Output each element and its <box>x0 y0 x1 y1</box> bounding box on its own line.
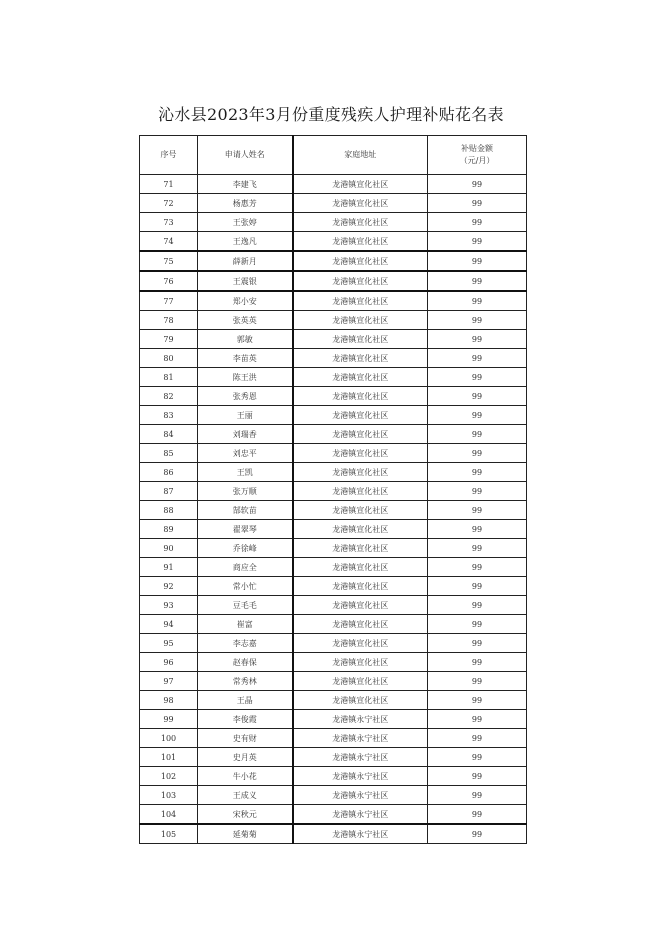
cell-applicant-name: 张英英 <box>198 311 293 330</box>
table-row <box>140 805 527 825</box>
table-row <box>140 558 527 577</box>
cell-applicant-name: 刘忠平 <box>198 444 293 463</box>
cell-applicant-name: 牛小花 <box>198 767 293 786</box>
table-row <box>140 596 527 615</box>
cell-home-address: 龙港镇宣化社区 <box>293 425 428 444</box>
cell-subsidy-amount: 99 <box>428 748 527 767</box>
cell-applicant-name: 宋秋元 <box>198 805 293 825</box>
cell-home-address: 龙港镇宣化社区 <box>293 596 428 615</box>
cell-home-address: 龙港镇宣化社区 <box>293 577 428 596</box>
cell-applicant-name: 乔徐峰 <box>198 539 293 558</box>
cell-applicant-name: 王丽 <box>198 406 293 425</box>
cell-subsidy-amount: 99 <box>428 232 527 252</box>
cell-home-address: 龙港镇宣化社区 <box>293 213 428 232</box>
cell-subsidy-amount: 99 <box>428 786 527 805</box>
cell-serial-no: 73 <box>140 213 198 232</box>
cell-subsidy-amount: 99 <box>428 767 527 786</box>
cell-serial-no: 104 <box>140 805 198 825</box>
cell-subsidy-amount: 99 <box>428 311 527 330</box>
cell-applicant-name: 杨惠芳 <box>198 194 293 213</box>
cell-applicant-name: 王震银 <box>198 271 293 291</box>
cell-home-address: 龙港镇宣化社区 <box>293 330 428 349</box>
table-row <box>140 213 527 232</box>
cell-applicant-name: 李俊霞 <box>198 710 293 729</box>
table-row <box>140 786 527 805</box>
cell-applicant-name: 张万顺 <box>198 482 293 501</box>
cell-home-address: 龙港镇宣化社区 <box>293 175 428 194</box>
cell-applicant-name: 豆毛毛 <box>198 596 293 615</box>
table-row <box>140 539 527 558</box>
table-row <box>140 710 527 729</box>
cell-serial-no: 91 <box>140 558 198 577</box>
cell-subsidy-amount: 99 <box>428 615 527 634</box>
cell-serial-no: 82 <box>140 387 198 406</box>
cell-serial-no: 103 <box>140 786 198 805</box>
cell-home-address: 龙港镇宣化社区 <box>293 615 428 634</box>
cell-serial-no: 92 <box>140 577 198 596</box>
cell-serial-no: 87 <box>140 482 198 501</box>
cell-serial-no: 76 <box>140 271 198 291</box>
cell-serial-no: 83 <box>140 406 198 425</box>
cell-subsidy-amount: 99 <box>428 425 527 444</box>
cell-home-address: 龙港镇宣化社区 <box>293 672 428 691</box>
cell-serial-no: 74 <box>140 232 198 252</box>
cell-home-address: 龙港镇宣化社区 <box>293 463 428 482</box>
cell-serial-no: 79 <box>140 330 198 349</box>
cell-applicant-name: 王张婷 <box>198 213 293 232</box>
table-row <box>140 175 527 194</box>
cell-serial-no: 72 <box>140 194 198 213</box>
table-row <box>140 330 527 349</box>
table-row <box>140 615 527 634</box>
cell-home-address: 龙港镇永宁社区 <box>293 824 428 844</box>
cell-subsidy-amount: 99 <box>428 653 527 672</box>
table-row <box>140 634 527 653</box>
cell-serial-no: 77 <box>140 291 198 311</box>
cell-applicant-name: 郜软苗 <box>198 501 293 520</box>
cell-serial-no: 81 <box>140 368 198 387</box>
cell-subsidy-amount: 99 <box>428 330 527 349</box>
cell-serial-no: 97 <box>140 672 198 691</box>
table-row <box>140 748 527 767</box>
table-row <box>140 463 527 482</box>
cell-home-address: 龙港镇宣化社区 <box>293 482 428 501</box>
cell-serial-no: 94 <box>140 615 198 634</box>
cell-subsidy-amount: 99 <box>428 175 527 194</box>
cell-subsidy-amount: 99 <box>428 824 527 844</box>
cell-subsidy-amount: 99 <box>428 349 527 368</box>
cell-serial-no: 84 <box>140 425 198 444</box>
cell-home-address: 龙港镇宣化社区 <box>293 558 428 577</box>
table-row <box>140 291 527 311</box>
cell-subsidy-amount: 99 <box>428 558 527 577</box>
cell-applicant-name: 商应全 <box>198 558 293 577</box>
table-body <box>140 175 527 844</box>
cell-applicant-name: 王逸凡 <box>198 232 293 252</box>
cell-applicant-name: 郭敏 <box>198 330 293 349</box>
cell-home-address: 龙港镇宣化社区 <box>293 691 428 710</box>
header-subsidy-amount-label: 补贴金额 <box>461 144 493 153</box>
cell-subsidy-amount: 99 <box>428 444 527 463</box>
cell-serial-no: 96 <box>140 653 198 672</box>
table-row <box>140 349 527 368</box>
cell-serial-no: 75 <box>140 251 198 271</box>
table-row <box>140 577 527 596</box>
table-row <box>140 653 527 672</box>
cell-applicant-name: 李志嘉 <box>198 634 293 653</box>
cell-serial-no: 105 <box>140 824 198 844</box>
cell-home-address: 龙港镇宣化社区 <box>293 311 428 330</box>
cell-serial-no: 88 <box>140 501 198 520</box>
cell-home-address: 龙港镇宣化社区 <box>293 634 428 653</box>
cell-serial-no: 85 <box>140 444 198 463</box>
cell-serial-no: 98 <box>140 691 198 710</box>
cell-subsidy-amount: 99 <box>428 387 527 406</box>
cell-applicant-name: 赵春保 <box>198 653 293 672</box>
table-header-row <box>140 136 527 175</box>
page-title: 沁水县2023年3月份重度残疾人护理补贴花名表 <box>158 105 504 124</box>
header-applicant-name: 申请人姓名 <box>198 136 293 175</box>
cell-home-address: 龙港镇永宁社区 <box>293 786 428 805</box>
table-row <box>140 311 527 330</box>
cell-subsidy-amount: 99 <box>428 213 527 232</box>
table-row <box>140 271 527 291</box>
cell-home-address: 龙港镇宣化社区 <box>293 539 428 558</box>
table-row <box>140 729 527 748</box>
cell-home-address: 龙港镇宣化社区 <box>293 194 428 213</box>
cell-subsidy-amount: 99 <box>428 596 527 615</box>
table-row <box>140 824 527 844</box>
cell-home-address: 龙港镇永宁社区 <box>293 805 428 825</box>
cell-subsidy-amount: 99 <box>428 539 527 558</box>
table-row <box>140 387 527 406</box>
header-home-address: 家庭地址 <box>293 136 428 175</box>
cell-applicant-name: 王晶 <box>198 691 293 710</box>
table-row <box>140 672 527 691</box>
cell-applicant-name: 薛新月 <box>198 251 293 271</box>
cell-home-address: 龙港镇宣化社区 <box>293 653 428 672</box>
table-row <box>140 406 527 425</box>
cell-home-address: 龙港镇宣化社区 <box>293 444 428 463</box>
cell-applicant-name: 李苗英 <box>198 349 293 368</box>
cell-home-address: 龙港镇宣化社区 <box>293 387 428 406</box>
cell-serial-no: 80 <box>140 349 198 368</box>
cell-subsidy-amount: 99 <box>428 194 527 213</box>
cell-subsidy-amount: 99 <box>428 710 527 729</box>
cell-subsidy-amount: 99 <box>428 463 527 482</box>
cell-subsidy-amount: 99 <box>428 251 527 271</box>
table-row <box>140 425 527 444</box>
cell-serial-no: 99 <box>140 710 198 729</box>
cell-home-address: 龙港镇永宁社区 <box>293 748 428 767</box>
cell-subsidy-amount: 99 <box>428 406 527 425</box>
cell-subsidy-amount: 99 <box>428 482 527 501</box>
header-serial-no: 序号 <box>140 136 198 175</box>
table-row <box>140 368 527 387</box>
cell-subsidy-amount: 99 <box>428 271 527 291</box>
cell-home-address: 龙港镇宣化社区 <box>293 520 428 539</box>
cell-serial-no: 71 <box>140 175 198 194</box>
table-row <box>140 251 527 271</box>
table-row <box>140 501 527 520</box>
cell-serial-no: 102 <box>140 767 198 786</box>
cell-home-address: 龙港镇永宁社区 <box>293 710 428 729</box>
cell-applicant-name: 常秀林 <box>198 672 293 691</box>
cell-subsidy-amount: 99 <box>428 291 527 311</box>
cell-subsidy-amount: 99 <box>428 672 527 691</box>
header-subsidy-amount-unit: （元/月） <box>459 156 495 165</box>
cell-applicant-name: 刘瑞香 <box>198 425 293 444</box>
table-row <box>140 444 527 463</box>
cell-subsidy-amount: 99 <box>428 634 527 653</box>
cell-serial-no: 78 <box>140 311 198 330</box>
cell-subsidy-amount: 99 <box>428 577 527 596</box>
cell-home-address: 龙港镇宣化社区 <box>293 232 428 252</box>
cell-applicant-name: 常小忙 <box>198 577 293 596</box>
cell-applicant-name: 陈王洪 <box>198 368 293 387</box>
cell-applicant-name: 郑小安 <box>198 291 293 311</box>
cell-home-address: 龙港镇宣化社区 <box>293 368 428 387</box>
cell-serial-no: 100 <box>140 729 198 748</box>
cell-home-address: 龙港镇永宁社区 <box>293 729 428 748</box>
cell-subsidy-amount: 99 <box>428 520 527 539</box>
cell-serial-no: 95 <box>140 634 198 653</box>
cell-applicant-name: 史有财 <box>198 729 293 748</box>
cell-home-address: 龙港镇宣化社区 <box>293 271 428 291</box>
cell-applicant-name: 王凯 <box>198 463 293 482</box>
cell-subsidy-amount: 99 <box>428 368 527 387</box>
cell-home-address: 龙港镇宣化社区 <box>293 501 428 520</box>
cell-serial-no: 93 <box>140 596 198 615</box>
cell-serial-no: 90 <box>140 539 198 558</box>
table-row <box>140 767 527 786</box>
cell-applicant-name: 李建飞 <box>198 175 293 194</box>
cell-home-address: 龙港镇宣化社区 <box>293 406 428 425</box>
cell-subsidy-amount: 99 <box>428 501 527 520</box>
table-row <box>140 232 527 252</box>
cell-applicant-name: 翟翠琴 <box>198 520 293 539</box>
cell-applicant-name: 王成义 <box>198 786 293 805</box>
cell-serial-no: 101 <box>140 748 198 767</box>
cell-applicant-name: 史月英 <box>198 748 293 767</box>
table-row <box>140 194 527 213</box>
cell-serial-no: 89 <box>140 520 198 539</box>
cell-applicant-name: 崔富 <box>198 615 293 634</box>
cell-subsidy-amount: 99 <box>428 805 527 825</box>
subsidy-table <box>139 135 527 844</box>
table-row <box>140 520 527 539</box>
cell-home-address: 龙港镇宣化社区 <box>293 349 428 368</box>
cell-home-address: 龙港镇永宁社区 <box>293 767 428 786</box>
cell-applicant-name: 延菊菊 <box>198 824 293 844</box>
cell-applicant-name: 张秀恩 <box>198 387 293 406</box>
cell-subsidy-amount: 99 <box>428 729 527 748</box>
cell-home-address: 龙港镇宣化社区 <box>293 291 428 311</box>
table-row <box>140 691 527 710</box>
table-row <box>140 482 527 501</box>
cell-home-address: 龙港镇宣化社区 <box>293 251 428 271</box>
header-subsidy-amount <box>428 136 527 175</box>
cell-subsidy-amount: 99 <box>428 691 527 710</box>
cell-serial-no: 86 <box>140 463 198 482</box>
